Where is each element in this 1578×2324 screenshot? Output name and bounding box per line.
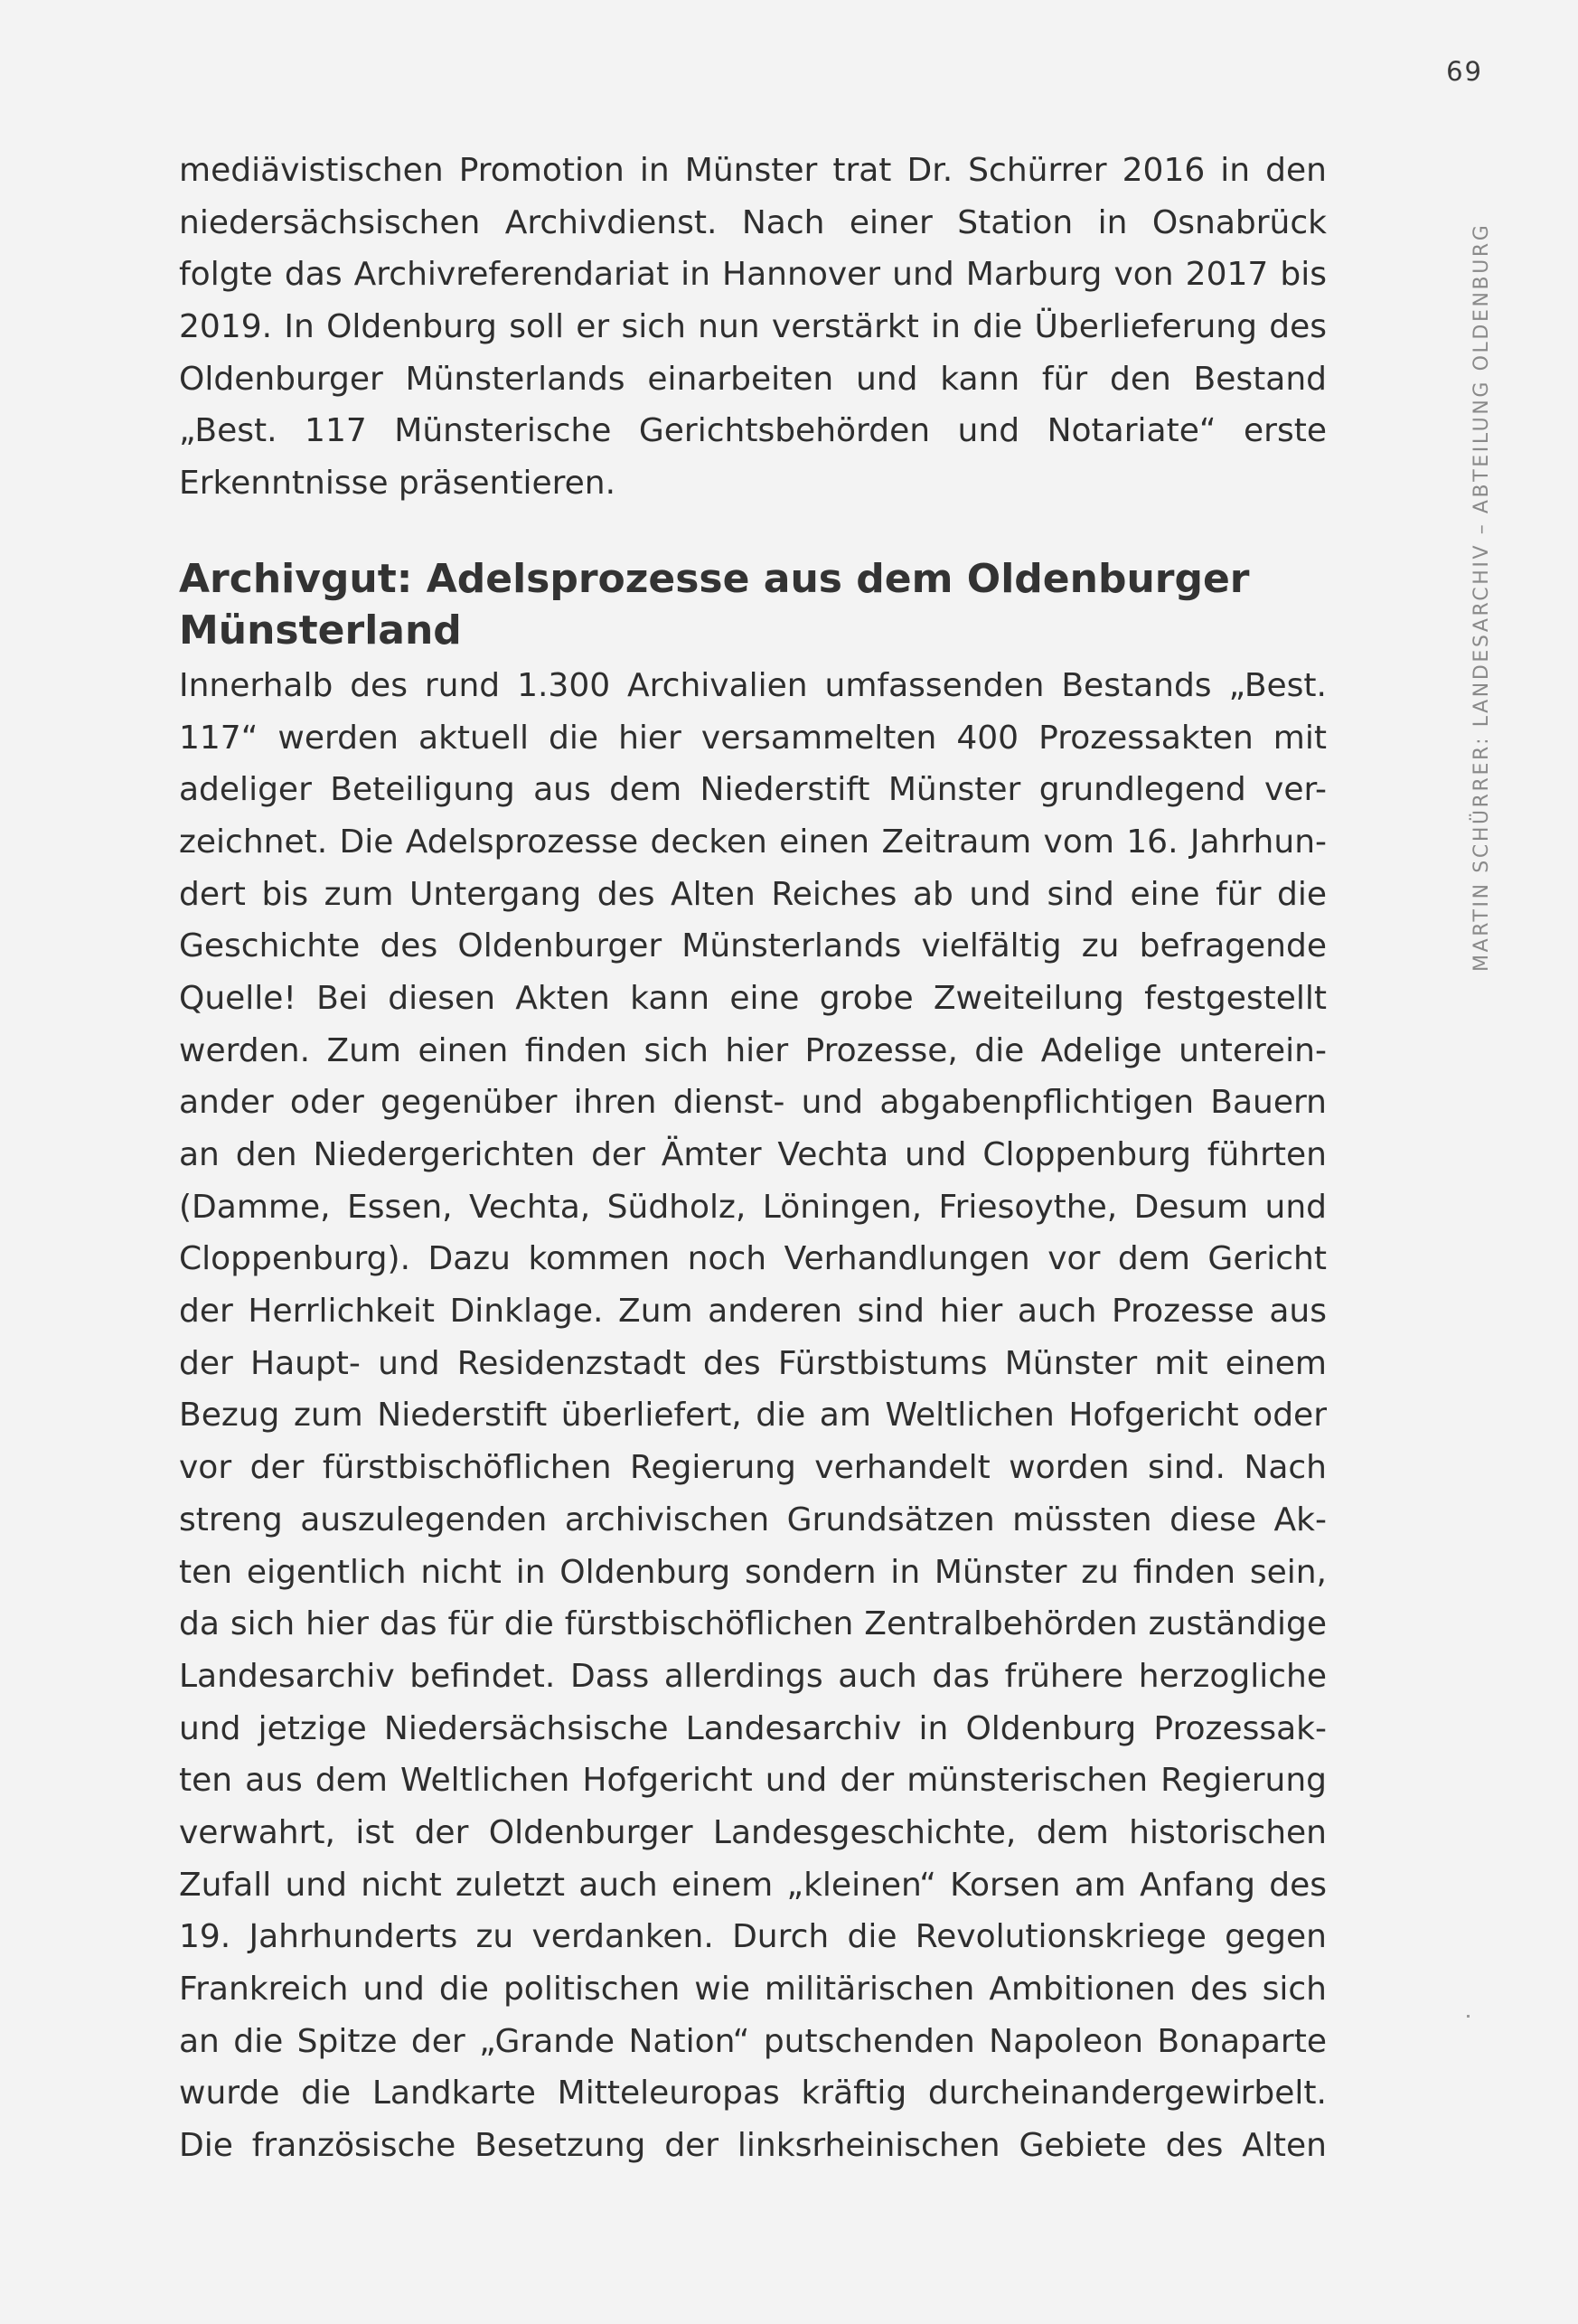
text-line: Bezug zum Niederstift überliefert, die am Weltlichen Hofgericht oder [179, 1397, 1327, 1435]
text-line: Landesarchiv befindet. Dass allerdings auch das frühere herzogliche [179, 1657, 1327, 1695]
text-line: an die Spitze der „Grande Nation“ putschenden Napoleon Bonaparte [179, 2022, 1327, 2060]
text-line: (Damme, Essen, Vechta, Südholz, Löningen, Friesoythe, Desum und [179, 1188, 1327, 1226]
text-line: 117“ werden aktuell die hier versammelten 400 Prozessakten mit [179, 719, 1327, 757]
text-line: ten eigentlich nicht in Oldenburg sondern in Münster zu finden sein, [179, 1553, 1327, 1591]
text-line: ten aus dem Weltlichen Hofgericht und der münsterischen Regierung [179, 1762, 1327, 1800]
text-line: Geschichte des Oldenburger Münsterlands vielfältig zu befragende [179, 927, 1327, 965]
text-line: ander oder gegenüber ihren dienst- und abgabenpflichtigen Bauern [179, 1084, 1327, 1122]
running-head [1464, 149, 1500, 972]
text-line: folgte das Archivreferendariat in Hannover und Marburg von 2017 bis [179, 256, 1327, 294]
page-number: 69 [1446, 56, 1483, 87]
text-line: Erkenntnisse präsentieren. [179, 465, 616, 503]
text-line: streng auszulegenden archivischen Grundsätzen müssten diese Ak- [179, 1501, 1327, 1538]
text-line: vor der fürstbischöflichen Regierung verhandelt worden sind. Nach [179, 1449, 1327, 1487]
text-line: 2019. In Oldenburg soll er sich nun verstärkt in die Überlieferung des [179, 308, 1327, 346]
text-line: der Herrlichkeit Dinklage. Zum anderen sind hier auch Prozesse aus [179, 1293, 1327, 1331]
running-head-text: MARTIN SCHÜRRER: LANDESARCHIV – ABTEILUNG OLDENBURG [1470, 222, 1493, 972]
margin-mark [1467, 2015, 1470, 2018]
text-line: werden. Zum einen finden sich hier Prozesse, die Adelige unterein- [179, 1031, 1327, 1069]
heading-line: Münsterland [179, 607, 462, 654]
text-line: Cloppenburg). Dazu kommen noch Verhandlungen vor dem Gericht [179, 1240, 1327, 1278]
text-line: und jetzige Niedersächsische Landesarchiv in Oldenburg Prozessak- [179, 1709, 1327, 1747]
text-line: 19. Jahrhunderts zu verdanken. Durch die Revolutionskriege gegen [179, 1918, 1327, 1956]
intro-paragraph [179, 145, 1327, 510]
text-line: zeichnet. Die Adelsprozesse decken einen Zeitraum vom 16. Jahrhun- [179, 823, 1327, 861]
text-line: der Haupt- und Residenzstadt des Fürstbistums Münster mit einem [179, 1344, 1327, 1382]
text-line: adeliger Beteiligung aus dem Niederstift Münster grundlegend ver- [179, 771, 1327, 809]
text-line: an den Niedergerichten der Ämter Vechta und Cloppenburg führten [179, 1136, 1327, 1173]
text-line: Oldenburger Münsterlands einarbeiten und kann für den Bestand [179, 360, 1327, 398]
text-line: Zufall und nicht zuletzt auch einem „kleinen“ Korsen am Anfang des [179, 1866, 1327, 1904]
main-text [179, 145, 1327, 2172]
text-line: da sich hier das für die fürstbischöflichen Zentralbehörden zuständige [179, 1605, 1327, 1643]
text-line: niedersächsischen Archivdienst. Nach einer Station in Osnabrück [179, 203, 1327, 241]
body-paragraph [179, 660, 1327, 2172]
text-line: mediävistischen Promotion in Münster trat Dr. Schürrer 2016 in den [179, 152, 1327, 189]
text-line: „Best. 117 Münsterische Gerichtsbehörden und Notariate“ erste [179, 412, 1327, 450]
text-line: Frankreich und die politischen wie militärischen Ambitionen des sich [179, 1971, 1327, 2008]
text-line: verwahrt, ist der Oldenburger Landesgeschichte, dem historischen [179, 1813, 1327, 1851]
heading-line: Archivgut: Adelsprozesse aus dem Oldenburger [179, 555, 1250, 602]
section-heading [179, 553, 1327, 656]
text-line: wurde die Landkarte Mitteleuropas kräftig durcheinandergewirbelt. [179, 2075, 1327, 2112]
text-line: Quelle! Bei diesen Akten kann eine grobe Zweiteilung festgestellt [179, 979, 1327, 1017]
text-line: Innerhalb des rund 1.300 Archivalien umfassenden Bestands „Best. [179, 666, 1327, 704]
text-line: Die französische Besetzung der linksrheinischen Gebiete des Alten [179, 2127, 1327, 2165]
text-line: dert bis zum Untergang des Alten Reiches ab und sind eine für die [179, 875, 1327, 913]
